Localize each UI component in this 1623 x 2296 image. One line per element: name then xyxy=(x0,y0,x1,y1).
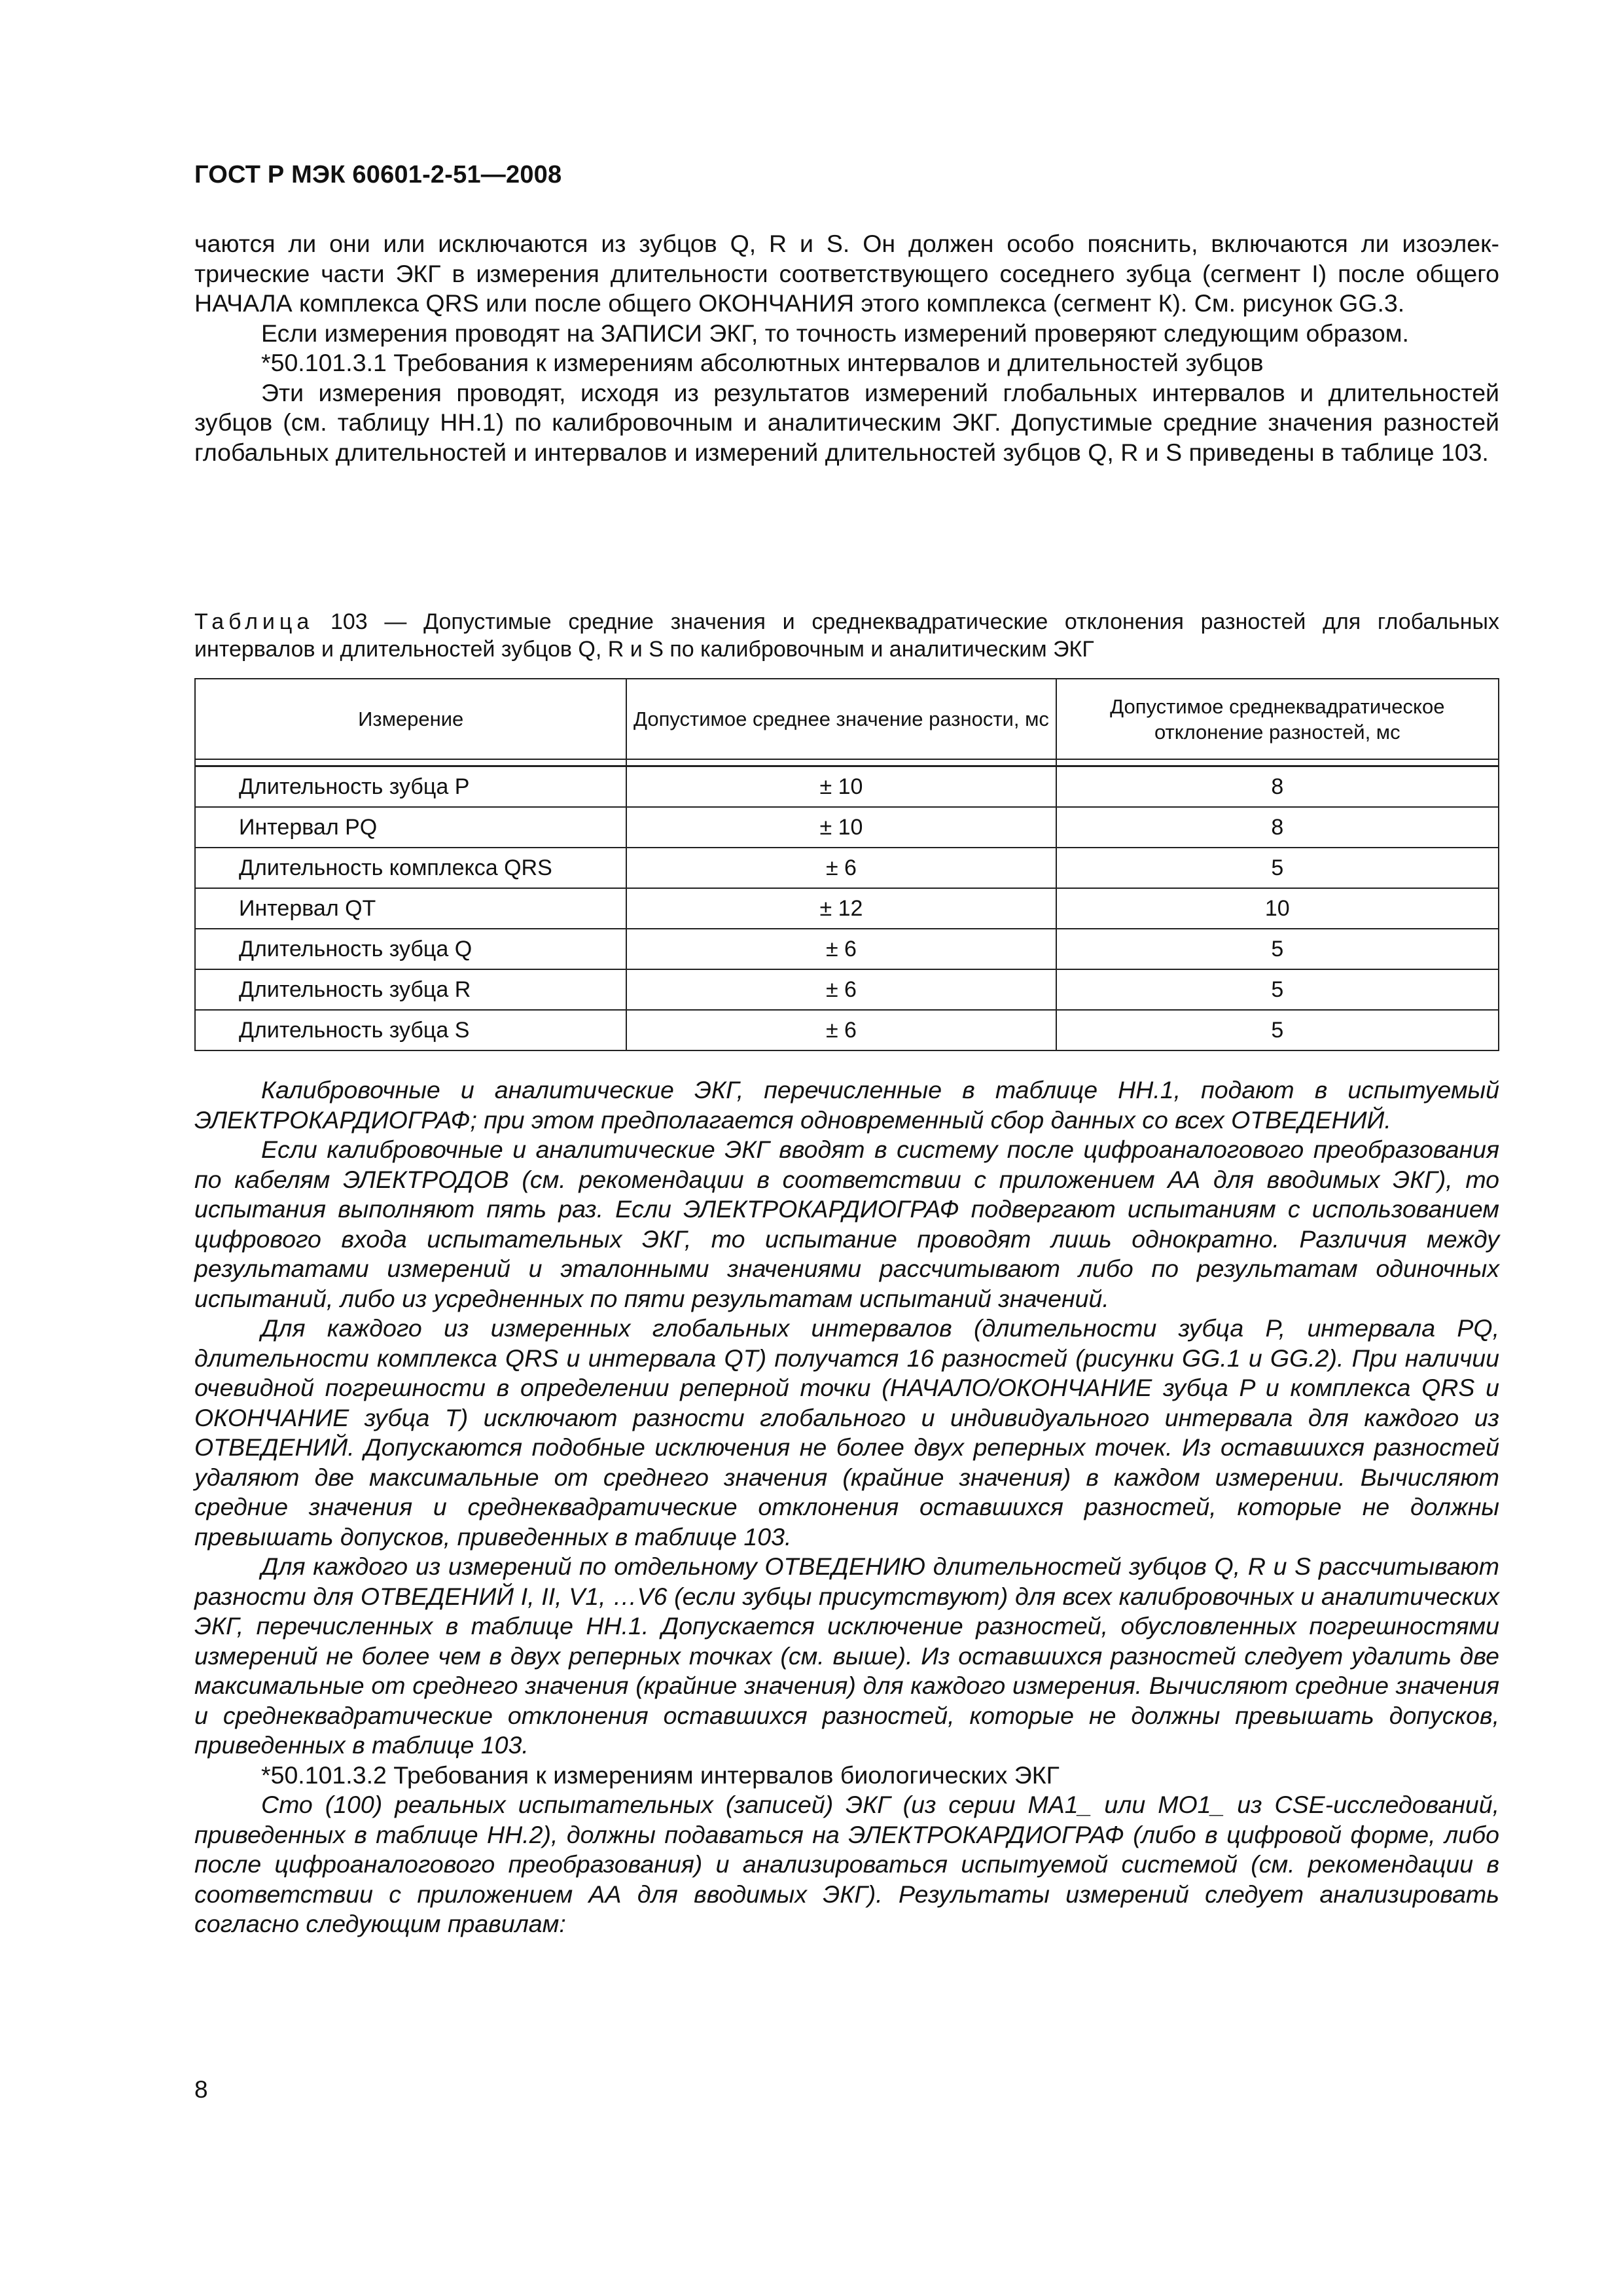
row-mean: ± 6 xyxy=(626,848,1056,888)
table-row xyxy=(195,848,1499,888)
row-measurement: Длительность зубца Q xyxy=(195,929,626,969)
paragraph-continuation: чаются ли они или исключаются из зубцов Q, R и S. Он должен особо пояснить, включаются ли изоэлектрические части ЭКГ в измерения длительности соответствующего соседнего зубца (сегмент I) после общего НАЧАЛА комплекса QRS или после общего ОКОНЧАНИЯ этого комплекса (сегмент К). См. рисунок GG.3. xyxy=(194,230,1499,317)
row-sd: 5 xyxy=(1056,969,1499,1010)
row-measurement: Длительность зубца P xyxy=(195,766,626,808)
row-sd: 5 xyxy=(1056,1010,1499,1050)
table-caption xyxy=(194,608,1499,663)
row-mean: ± 6 xyxy=(626,969,1056,1010)
table-caption-label: Таблица xyxy=(194,609,314,634)
table-header-separator xyxy=(195,759,1499,766)
table-row xyxy=(195,969,1499,1010)
table-row xyxy=(195,888,1499,929)
table-header-row xyxy=(195,679,1499,759)
page-number: 8 xyxy=(194,2076,208,2103)
paragraph-electrodes: Если калибровочные и аналитические ЭКГ вводят в систему после цифроаналогового преобразования по кабелям ЭЛЕКТРОДОВ (см. рекомендации в соответствии с приложением АА для вводимых ЭКГ), то испытания выполняют пять раз. Если ЭЛЕКТРОКАРДИОГРАФ подвергают испытаниям с использованием цифрового входа испытательных ЭКГ, то испытание проводят лишь однократно. Различия между результатами измерений и эталонными значениями рассчитывают либо по результатам одиночных испытаний, либо из усредненных по пяти результатам испытаний значений. xyxy=(194,1136,1499,1312)
header-measurement: Измерение xyxy=(195,679,626,759)
header-mean-difference: Допустимое среднее значение разности, мс xyxy=(626,679,1056,759)
paragraph-accuracy-check: Если измерения проводят на ЗАПИСИ ЭКГ, то точность измерений проверяют следующим образом. xyxy=(261,319,1409,347)
table-row xyxy=(195,929,1499,969)
table-row xyxy=(195,766,1499,808)
table-caption-text: 103 — Допустимые средние значения и среднеквадратические отклонения разностей для глобальных интервалов и длительностей зубцов Q, R и S по калибровочным и аналитическим ЭКГ xyxy=(194,609,1499,662)
paragraph-biological-ecg: Сто (100) реальных испытательных (записей) ЭКГ (из серии MA1_ или MO1_ из CSE-исследований, приведенных в таблице НН.2), должны подаваться на ЭЛЕКТРОКАРДИОГРАФ (либо в цифровой форме, либо после цифроаналогового преобразования) и анализироваться испытуемой системой (см. рекомендации в соответствии с приложением АА для вводимых ЭКГ). Результаты измерений следует анализировать согласно следующим правилам: xyxy=(194,1791,1499,1937)
section-heading-50-101-3-2: *50.101.3.2 Требования к измерениям интервалов биологических ЭКГ xyxy=(261,1761,1060,1789)
row-sd: 10 xyxy=(1056,888,1499,929)
row-mean: ± 6 xyxy=(626,929,1056,969)
row-measurement: Длительность комплекса QRS xyxy=(195,848,626,888)
row-measurement: Длительность зубца R xyxy=(195,969,626,1010)
row-mean: ± 6 xyxy=(626,1010,1056,1050)
row-sd: 5 xyxy=(1056,848,1499,888)
row-measurement: Длительность зубца S xyxy=(195,1010,626,1050)
row-sd: 8 xyxy=(1056,807,1499,848)
table-row xyxy=(195,807,1499,848)
standard-header: ГОСТ Р МЭК 60601-2-51—2008 xyxy=(194,161,562,188)
row-mean: ± 10 xyxy=(626,807,1056,848)
row-sd: 5 xyxy=(1056,929,1499,969)
tolerance-table xyxy=(194,678,1499,1051)
paragraph-global-intervals: Для каждого из измеренных глобальных интервалов (длительности зубца P, интервала PQ, длительности комплекса QRS и интервала QT) получатся 16 разностей (рисунки GG.1 и GG.2). При наличии очевидной погрешности в определении реперной точки (НАЧАЛО/ОКОНЧАНИЕ зубца P и комплекса QRS и ОКОНЧАНИЕ зубца T) исключают разности глобального и индивидуального интервала для каждого из ОТВЕДЕНИЙ. Допускаются подобные исключения не более двух реперных точек. Из оставшихся разностей удаляют две максимальные от среднего значения (крайние значения) в каждом измерении. Вычисляют средние значения и среднеквадратические отклонения оставшихся разностей, которые не должны превышать допусков, приведенных в таблице 103. xyxy=(194,1314,1499,1551)
paragraph-calibration-ecg: Калибровочные и аналитические ЭКГ, перечисленные в таблице НН.1, подают в испытуемый ЭЛЕКТРОКАРДИОГРАФ; при этом предполагается одновременный сбор данных со всех ОТВЕДЕНИЙ. xyxy=(194,1076,1499,1134)
table-row xyxy=(195,1010,1499,1050)
row-sd: 8 xyxy=(1056,766,1499,808)
intro-text xyxy=(194,229,1499,467)
header-std-deviation: Допустимое среднеквадратическое отклонение разностей, мс xyxy=(1056,679,1499,759)
body-text xyxy=(194,1075,1499,1939)
paragraph-measurements: Эти измерения проводят, исходя из результатов измерений глобальных интервалов и длительностей зубцов (см. таблицу НН.1) по калибровочным и аналитическим ЭКГ. Допустимые средние значения разностей глобальных длительностей и интервалов и измерений длительностей зубцов Q, R и S приведены в таблице 103. xyxy=(194,378,1499,466)
row-measurement: Интервал PQ xyxy=(195,807,626,848)
section-heading-50-101-3-1: *50.101.3.1 Требования к измерениям абсолютных интервалов и длительностей зубцов xyxy=(261,349,1264,376)
row-mean: ± 12 xyxy=(626,888,1056,929)
row-measurement: Интервал QT xyxy=(195,888,626,929)
paragraph-lead-durations: Для каждого из измерений по отдельному ОТВЕДЕНИЮ длительностей зубцов Q, R и S рассчитывают разности для ОТВЕДЕНИЙ I, II, V1, …V6 (если зубцы присутствуют) для всех калибровочных и аналитических ЭКГ, перечисленных в таблице НН.1. Допускается исключение разностей, обусловленных погрешностями измерений не более чем в двух реперных точках (см. выше). Из оставшихся разностей следует удалить две максимальные от среднего значения (крайние значения) для каждого измерения. Вычисляют средние значения и среднеквадратические отклонения оставшихся разностей, которые не должны превышать допусков, приведенных в таблице 103. xyxy=(194,1552,1499,1759)
row-mean: ± 10 xyxy=(626,766,1056,808)
